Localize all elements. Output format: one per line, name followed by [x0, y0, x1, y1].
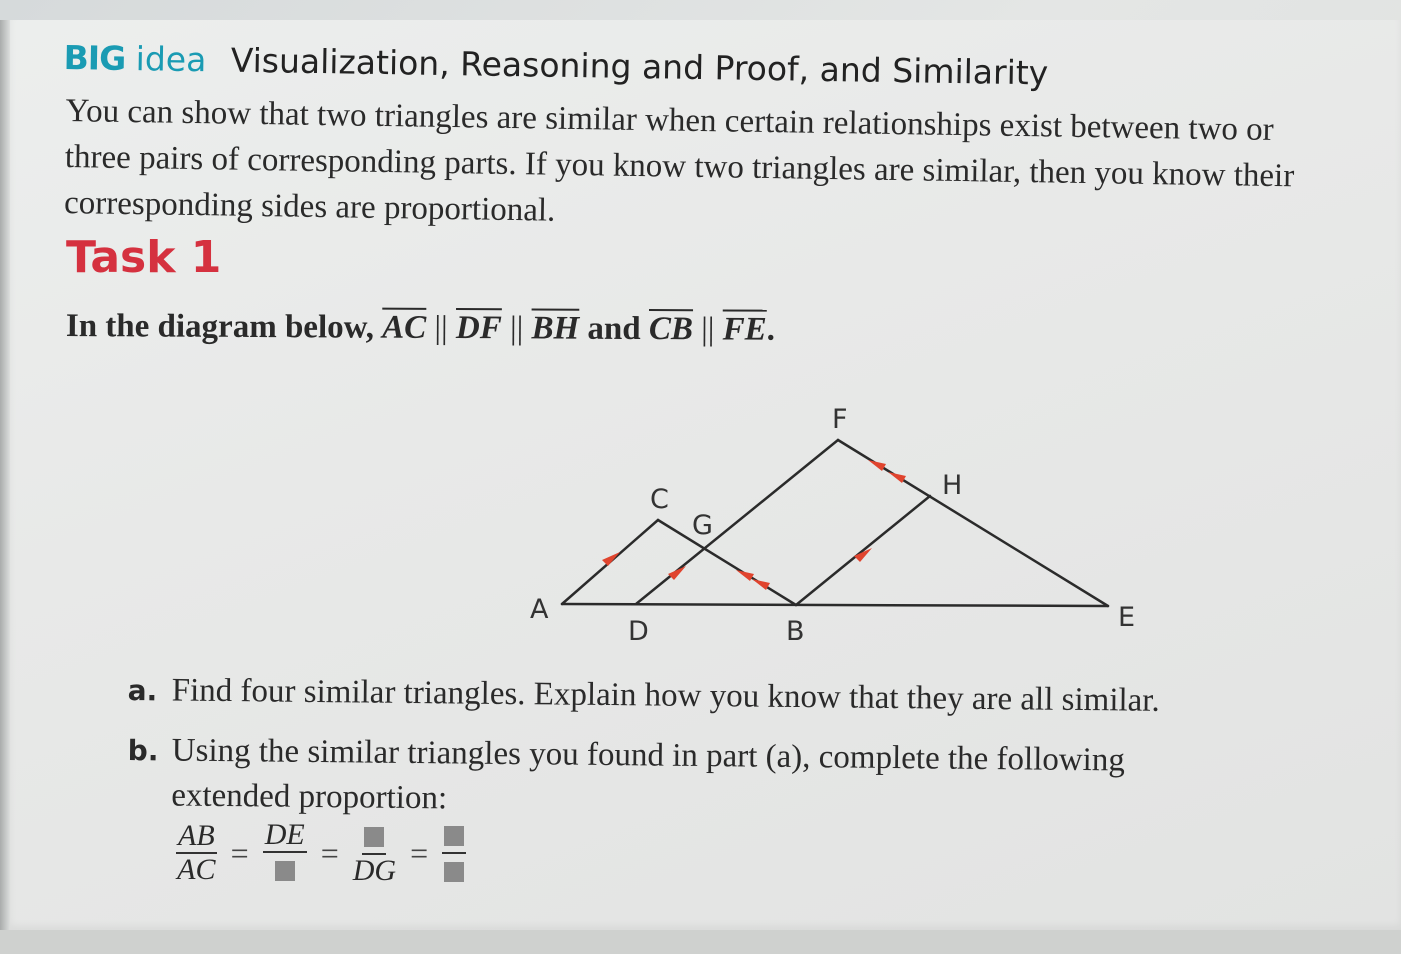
- vertex-label-c: C: [650, 484, 669, 515]
- idea-label: idea: [135, 39, 207, 80]
- fraction-blank-blank: [442, 818, 466, 888]
- segment-c-b: [658, 520, 796, 605]
- fraction-denominator: DG: [352, 854, 397, 888]
- fraction-de-blank: [263, 819, 307, 887]
- fraction-ab-ac: [176, 820, 217, 886]
- parallel-arrow-df: [668, 566, 686, 580]
- part-b-letter: b.: [127, 733, 159, 768]
- fraction-numerator: AB: [178, 819, 215, 852]
- part-a-text: Find four similar triangles. Explain how you know that they are all similar.: [171, 672, 1160, 719]
- parallel-symbol: ||: [434, 309, 448, 346]
- parallel-symbol: ||: [509, 310, 524, 347]
- vertex-label-e: E: [1118, 602, 1136, 633]
- vertex-label-g: G: [692, 510, 713, 541]
- fraction-numerator-blank: [362, 819, 386, 855]
- question-part-b: [127, 728, 1268, 829]
- vertex-label-b: B: [786, 616, 805, 647]
- segment-a-e: [562, 604, 1108, 606]
- fraction-numerator-blank: [442, 818, 466, 854]
- segment-df: $\overline{DF}$: [455, 310, 502, 347]
- fraction-blank-dg: [353, 819, 396, 887]
- fraction-denominator-blank: [275, 853, 295, 887]
- equals-sign: =: [320, 834, 339, 871]
- segment-bh: $\overline{BH}$: [531, 310, 580, 347]
- parallel-arrow-ac: [602, 552, 620, 566]
- blank-box-icon: [364, 827, 384, 847]
- vertex-label-d: D: [628, 616, 649, 647]
- blank-box-icon: [275, 861, 295, 881]
- period: .: [766, 311, 776, 348]
- segment-fe: $\overline{FE}$: [722, 311, 767, 348]
- blank-box-icon: [444, 826, 464, 846]
- fraction-denominator-blank: [444, 854, 464, 888]
- segment-cb: $\overline{CB}$: [648, 311, 694, 348]
- part-a-letter: a.: [127, 673, 158, 708]
- part-b-text-line1: Using the similar triangles you found in part (a), complete the following: [171, 732, 1126, 779]
- vertex-label-f: F: [832, 404, 848, 435]
- equals-sign: =: [230, 834, 249, 871]
- extended-proportion: [170, 818, 472, 888]
- fraction-denominator: AC: [177, 853, 216, 886]
- segment-ac: $\overline{AC}$: [382, 309, 427, 346]
- segment-b-h: [796, 496, 930, 605]
- task-prefix: In the diagram below,: [65, 308, 375, 346]
- big-label: BIG: [63, 38, 126, 78]
- segment-d-f: [636, 440, 838, 604]
- part-b-text-line2: extended proportion:: [171, 777, 448, 817]
- task-title: Task 1: [66, 232, 222, 283]
- and-word: and: [587, 310, 641, 348]
- parallel-symbol: ||: [701, 311, 715, 348]
- parallel-arrow-fe-1: [868, 460, 886, 471]
- big-idea-title: Visualization, Reasoning and Proof, and Similarity: [230, 40, 1049, 93]
- vertex-label-h: H: [942, 470, 963, 501]
- parallel-arrow-cb-1: [736, 570, 754, 581]
- vertex-label-a: A: [530, 594, 549, 625]
- fraction-numerator: DE: [264, 817, 305, 851]
- blank-box-icon: [444, 862, 464, 882]
- equals-sign: =: [410, 834, 429, 871]
- intro-paragraph: You can show that two triangles are similar when certain relationships exist between two or three pairs of corresponding parts. If you know two triangles are similar, then you know their corresponding sides are proportional.: [63, 92, 1295, 229]
